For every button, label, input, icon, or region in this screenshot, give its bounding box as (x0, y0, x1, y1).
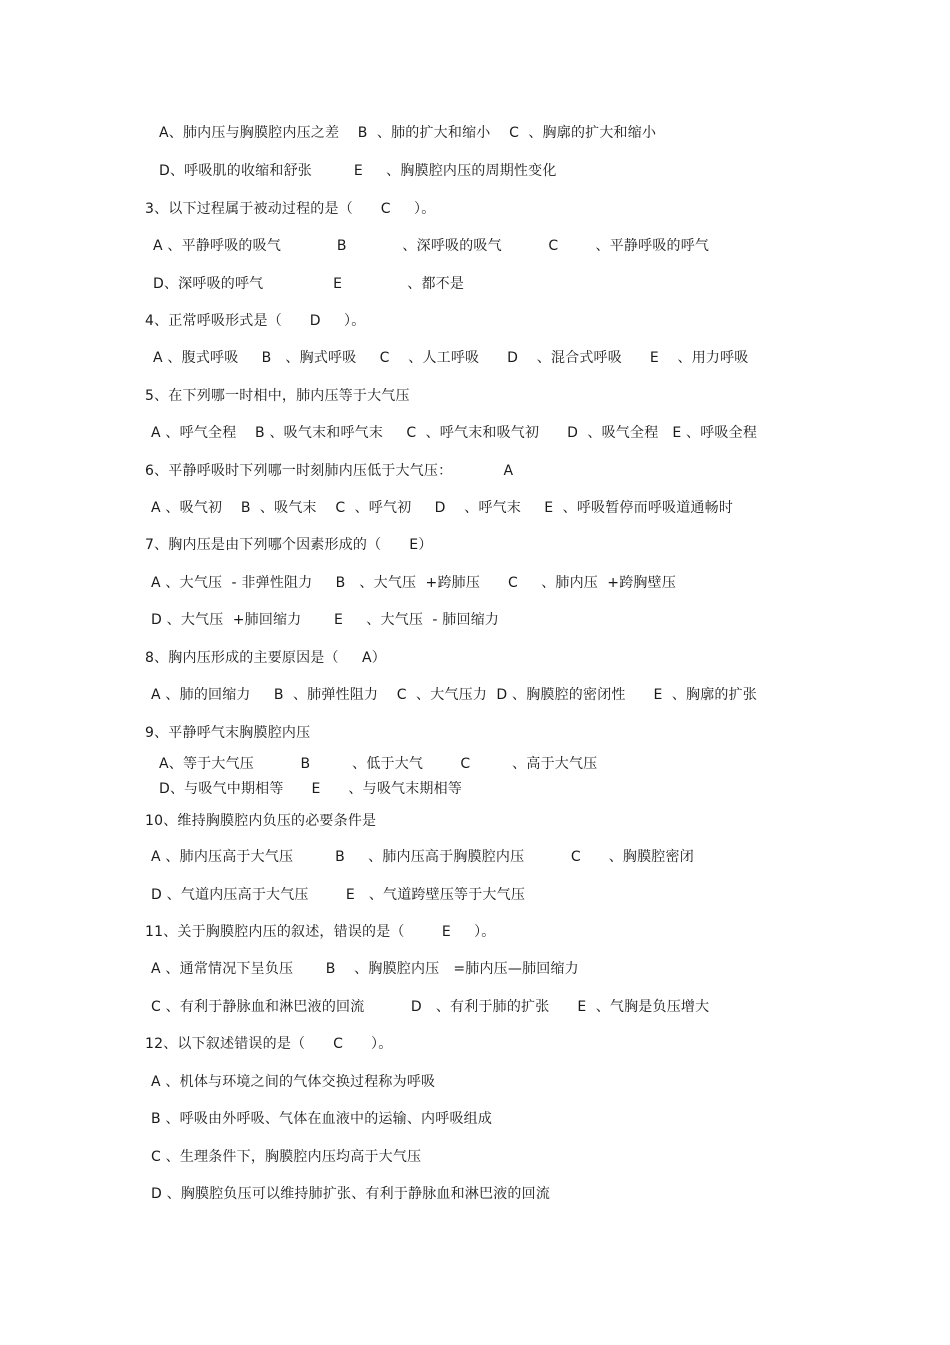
q9-options-abc: A、等于大气压 B 、低于大气 C 、高于大气压 (159, 756, 598, 772)
q12-option-c: C 、生理条件下，胸膜腔内压均高于大气压 (151, 1149, 422, 1165)
q12-option-b: B 、呼吸由外呼吸、气体在血液中的运输、内呼吸组成 (151, 1111, 493, 1127)
q4-options: A 、腹式呼吸 B 、胸式呼吸 C 、人工呼吸 D 、混合式呼吸 E 、用力呼吸 (153, 350, 749, 366)
question-4: 4、正常呼吸形式是（ D ）。 (145, 313, 366, 329)
question-9: 9、平静呼气末胸膜腔内压 (145, 725, 311, 741)
question-7: 7、胸内压是由下列哪个因素形成的（ E） (145, 537, 433, 553)
q9-options-de: D、与吸气中期相等 E 、与吸气末期相等 (159, 781, 463, 797)
question-11: 11、关于胸膜腔内压的叙述，错误的是（ E ）。 (145, 924, 496, 940)
question-10: 10、维持胸膜腔内负压的必要条件是 (145, 813, 377, 829)
q11-options-cde: C 、有利于静脉血和淋巴液的回流 D 、有利于肺的扩张 E 、气胸是负压增大 (151, 999, 710, 1015)
q10-options-de: D 、气道内压高于大气压 E 、气道跨壁压等于大气压 (151, 887, 526, 903)
q3-options-de: D、深呼吸的呼气 E 、都不是 (153, 276, 465, 292)
q10-options-abc: A 、肺内压高于大气压 B 、肺内压高于胸膜腔内压 C 、胸膜腔密闭 (151, 849, 694, 865)
q3-options-abc: A 、平静呼吸的吸气 B 、深呼吸的吸气 C 、平静呼吸的呼气 (153, 238, 710, 254)
q8-options: A 、肺的回缩力 B 、肺弹性阻力 C 、大气压力 D 、胸膜腔的密闭性 E 、胸廓的扩张 (151, 687, 758, 703)
question-5: 5、在下列哪一时相中，肺内压等于大气压 (145, 388, 410, 404)
question-6: 6、平静呼吸时下列哪一时刻肺内压低于大气压： A (145, 463, 514, 479)
q2-options-abc: A、肺内压与胸膜腔内压之差 B 、肺的扩大和缩小 C 、胸廓的扩大和缩小 (159, 125, 657, 141)
q6-options: A 、吸气初 B 、吸气末 C 、呼气初 D 、呼气末 E 、呼吸暂停而呼吸道通畅时 (151, 500, 734, 516)
q2-options-de: D、呼吸肌的收缩和舒张 E 、胸膜腔内压的周期性变化 (159, 163, 557, 179)
q11-options-ab: A 、通常情况下呈负压 B 、胸膜腔内压 =肺内压—肺回缩力 (151, 961, 579, 977)
q7-options-abc: A 、大气压 - 非弹性阻力 B 、大气压 +跨肺压 C 、肺内压 +跨胸壁压 (151, 575, 677, 591)
q12-option-d: D 、胸膜腔负压可以维持肺扩张、有利于静脉血和淋巴液的回流 (151, 1186, 551, 1202)
question-12: 12、以下叙述错误的是（ C ）。 (145, 1036, 393, 1052)
q5-options: A 、呼气全程 B 、吸气末和呼气末 C 、呼气末和吸气初 D 、吸气全程 E 、呼吸全程 (151, 425, 758, 441)
q7-options-de: D 、大气压 +肺回缩力 E 、大气压 - 肺回缩力 (151, 612, 500, 628)
q12-option-a: A 、机体与环境之间的气体交换过程称为呼吸 (151, 1074, 436, 1090)
question-3: 3、以下过程属于被动过程的是（ C ）。 (145, 201, 436, 217)
question-8: 8、胸内压形成的主要原因是（ A） (145, 650, 386, 666)
